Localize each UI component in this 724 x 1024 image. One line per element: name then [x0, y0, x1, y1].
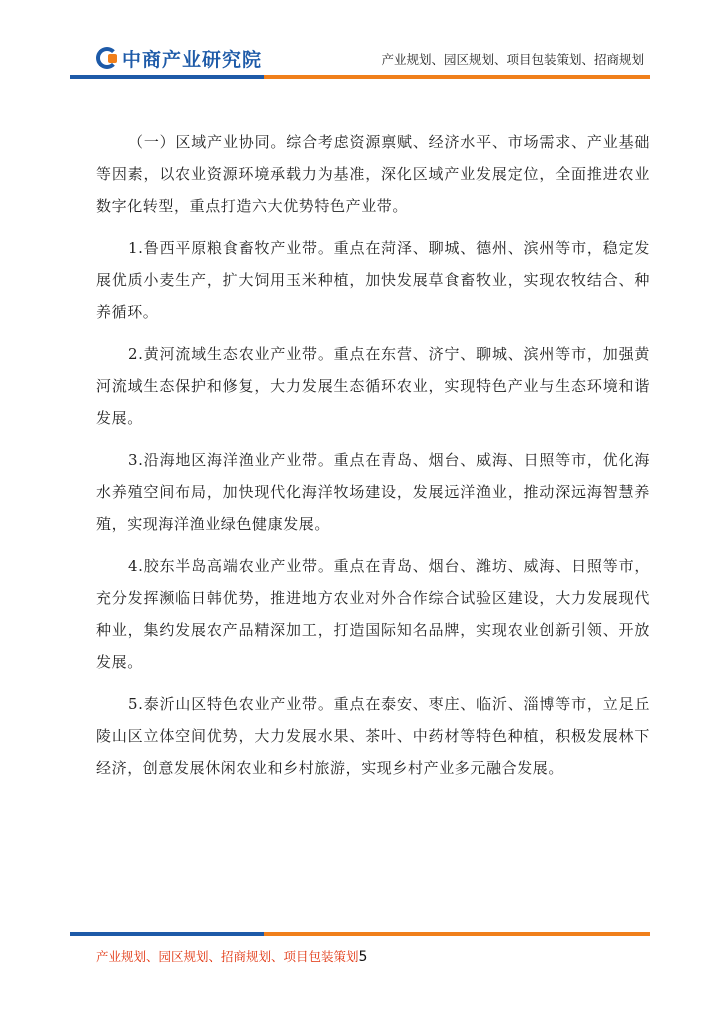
document-body — [96, 126, 650, 794]
paragraph-item-2: 2.黄河流域生态农业产业带。重点在东营、济宁、聊城、滨州等市，加强黄河流域生态保护和修复，大力发展生态循环农业，实现特色产业与生态环境和谐发展。 — [96, 345, 650, 427]
paragraph-item-4: 4.胶东半岛高端农业产业带。重点在青岛、烟台、潍坊、威海、日照等市，充分发挥濒临日韩优势，推进地方农业对外合作综合试验区建设，大力发展现代种业，集约发展农产品精深加工，打造国际知名品牌，实现农业创新引领、开放发展。 — [96, 557, 650, 671]
paragraph-item-5: 5.泰沂山区特色农业产业带。重点在泰安、枣庄、临沂、淄博等市，立足丘陵山区立体空间优势，大力发展水果、茶叶、中药材等特色种植，积极发展林下经济，创意发展休闲农业和乡村旅游，实现乡村产业多元融合发展。 — [96, 695, 650, 777]
footer-tagline: 产业规划、园区规划、招商规划、项目包装策划 — [96, 949, 359, 964]
paragraph-item-1: 1.鲁西平原粮食畜牧产业带。重点在菏泽、聊城、德州、滨州等市，稳定发展优质小麦生产，扩大饲用玉米种植，加快发展草食畜牧业，实现农牧结合、种养循环。 — [96, 239, 650, 321]
page-header — [0, 0, 724, 90]
paragraph-item-3: 3.沿海地区海洋渔业产业带。重点在青岛、烟台、威海、日照等市，优化海水养殖空间布局，加快现代化海洋牧场建设，发展远洋渔业，推动深远海智慧养殖，实现海洋渔业绿色健康发展。 — [96, 451, 650, 533]
paragraph-intro: （一）区域产业协同。综合考虑资源禀赋、经济水平、市场需求、产业基础等因素，以农业资源环境承载力为基准，深化区域产业发展定位，全面推进农业数字化转型，重点打造六大优势特色产业带。 — [96, 133, 650, 215]
page-footer — [96, 947, 367, 965]
logo-icon — [96, 47, 118, 69]
footer-rule-blue — [70, 932, 264, 936]
header-rule-blue — [70, 75, 264, 79]
header-tagline: 产业规划、园区规划、项目包装策划、招商规划 — [381, 52, 644, 67]
page-number: 5 — [358, 949, 368, 965]
footer-rule-orange — [264, 932, 650, 936]
logo-text: 中商产业研究院 — [122, 48, 263, 71]
logo — [96, 43, 262, 73]
header-rule-orange — [264, 75, 650, 79]
